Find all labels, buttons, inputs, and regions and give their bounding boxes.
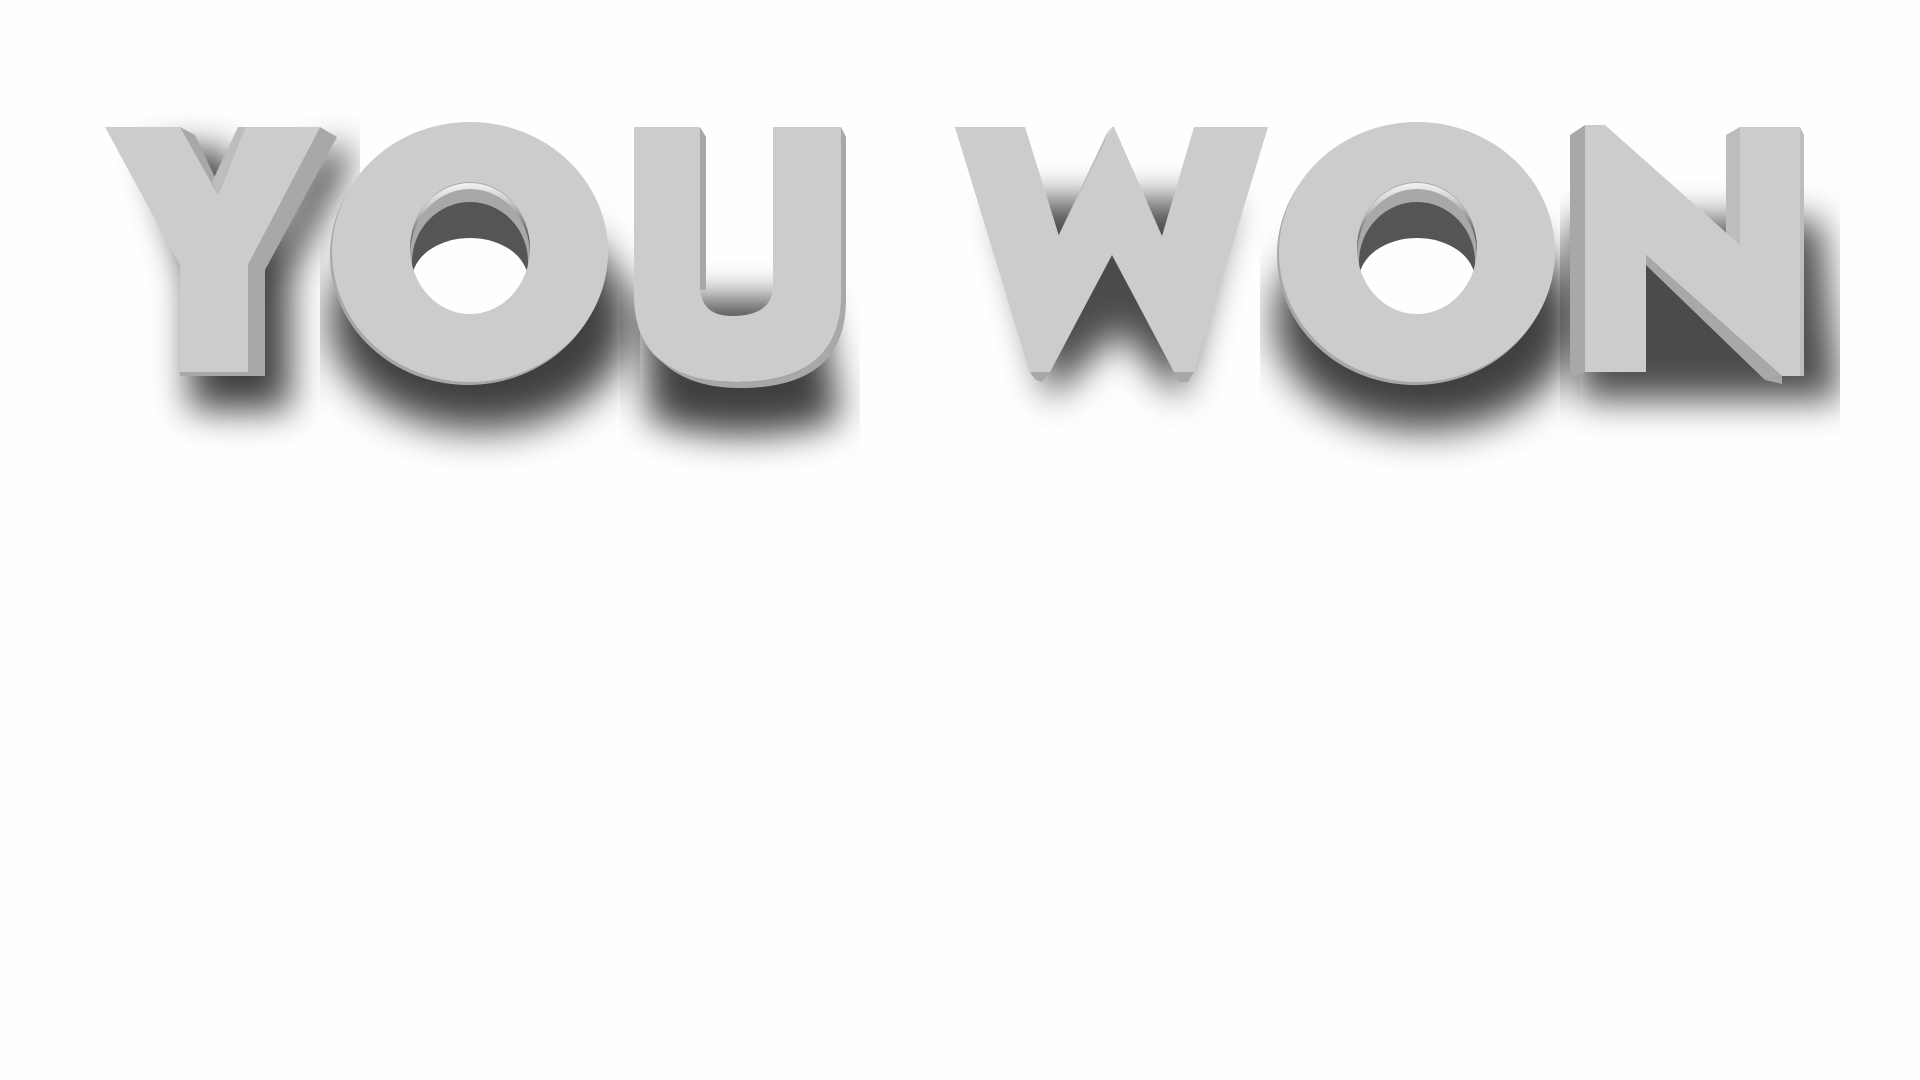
you-won-headline [0,0,1920,520]
letter-u [620,0,860,520]
letter-w [940,0,1280,520]
letter-y [0,0,360,520]
word-you [0,0,860,520]
letter-n [1560,0,1840,520]
letter-o-1 [320,0,640,520]
word-won [940,0,1840,520]
letter-o-2 [1260,0,1580,520]
